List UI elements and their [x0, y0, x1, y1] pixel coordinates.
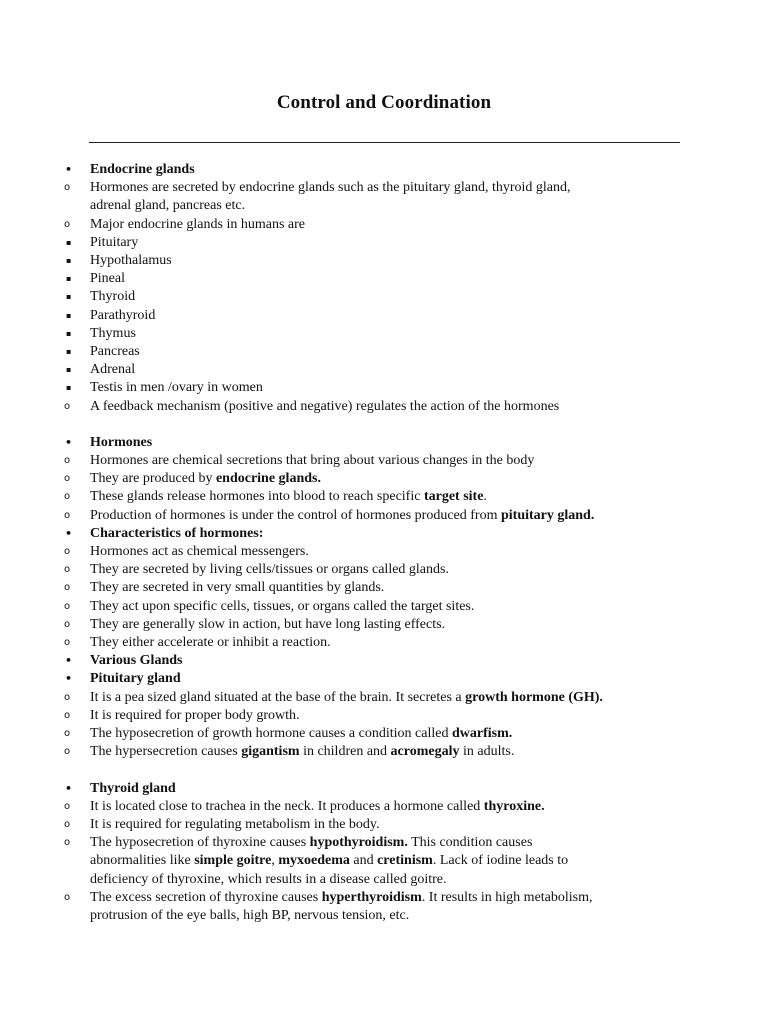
bullet-square-icon: ▪: [66, 256, 72, 266]
bullet-circle-icon: o: [64, 473, 71, 485]
list-item: o It is located close to trachea in the neck. It produces a hormone called thyroxine.: [62, 798, 702, 816]
list-item: o It is required for regulating metabolism in the body.: [62, 816, 702, 834]
gland-list-item: ▪ Thyroid: [62, 288, 702, 306]
bullet-disc-icon: •: [65, 781, 73, 795]
list-item: o They are secreted by living cells/tissues or organs called glands.: [62, 561, 702, 579]
bullet-circle-icon: o: [64, 728, 71, 740]
gland-list-item: ▪ Adrenal: [62, 361, 702, 379]
list-item: o The hyposecretion of growth hormone causes a condition called dwarfism.: [62, 725, 702, 743]
gland-list-item: ▪ Pancreas: [62, 343, 702, 361]
list-item: o Hormones are chemical secretions that bring about various changes in the body: [62, 452, 702, 470]
bullet-circle-icon: o: [64, 564, 71, 576]
bullet-disc-icon: •: [65, 526, 73, 540]
gland-list-item: ▪ Testis in men /ovary in women: [62, 379, 702, 397]
section-heading-thyroid-gland: • Thyroid gland: [62, 780, 702, 798]
list-item: o The hyposecretion of thyroxine causes hypothyroidism. This condition causes: [62, 834, 702, 852]
section-heading-endocrine-glands: • Endocrine glands: [62, 161, 702, 179]
bullet-circle-icon: o: [64, 400, 71, 412]
section-gap: [62, 416, 702, 434]
list-item-continuation: protrusion of the eye balls, high BP, nervous tension, etc.: [90, 907, 410, 923]
bullet-disc-icon: •: [65, 672, 73, 686]
bullet-circle-icon: o: [64, 455, 71, 467]
section-heading-various-glands: • Various Glands: [62, 652, 702, 670]
list-item: o A feedback mechanism (positive and negative) regulates the action of the hormones: [62, 398, 702, 416]
section-heading-pituitary-gland: • Pituitary gland: [62, 670, 702, 688]
list-item: o Hormones act as chemical messengers.: [62, 543, 702, 561]
bullet-disc-icon: •: [65, 163, 73, 176]
bullet-square-icon: ▪: [66, 274, 72, 284]
document-body: [62, 161, 702, 925]
list-item: o Production of hormones is under the control of hormones produced from pituitary gland.: [62, 507, 702, 525]
section-heading-characteristics: • Characteristics of hormones:: [62, 525, 702, 543]
bullet-circle-icon: o: [64, 546, 71, 558]
list-item: o Major endocrine glands in humans are: [62, 216, 702, 234]
list-item: o They are secreted in very small quantities by glands.: [62, 579, 702, 597]
bullet-square-icon: ▪: [66, 310, 72, 320]
gland-list-item: ▪ Parathyroid: [62, 307, 702, 325]
bullet-circle-icon: o: [64, 182, 71, 194]
list-item: o They either accelerate or inhibit a reaction.: [62, 634, 702, 652]
bullet-square-icon: ▪: [66, 383, 72, 393]
list-item: o They are produced by endocrine glands.: [62, 470, 702, 488]
section-gap: [62, 762, 702, 780]
bullet-circle-icon: o: [64, 891, 71, 903]
bullet-circle-icon: o: [64, 618, 71, 630]
section-heading-hormones: • Hormones: [62, 434, 702, 452]
bullet-circle-icon: o: [64, 637, 71, 649]
bullet-square-icon: ▪: [66, 347, 72, 357]
bullet-square-icon: ▪: [66, 292, 72, 302]
gland-list-item: ▪ Pineal: [62, 270, 702, 288]
list-item-continuation: abnormalities like simple goitre, myxoedema and cretinism. Lack of iodine leads to: [90, 853, 569, 869]
gland-list-item: ▪ Thymus: [62, 325, 702, 343]
bullet-circle-icon: o: [64, 491, 71, 503]
list-item-continuation: adrenal gland, pancreas etc.: [90, 198, 246, 214]
list-item: o The excess secretion of thyroxine causes hyperthyroidism. It results in high metabolism,: [62, 889, 702, 907]
list-item: o Hormones are secreted by endocrine glands such as the pituitary gland, thyroid gland,: [62, 179, 702, 197]
bullet-circle-icon: o: [64, 818, 71, 830]
bullet-circle-icon: o: [64, 709, 71, 721]
bullet-disc-icon: •: [65, 435, 73, 449]
bullet-square-icon: ▪: [66, 237, 72, 247]
bullet-circle-icon: o: [64, 582, 71, 594]
bullet-circle-icon: o: [64, 218, 71, 230]
list-item-continuation: deficiency of thyroxine, which results in a disease called goitre.: [90, 871, 447, 887]
list-item: o The hypersecretion causes gigantism in children and acromegaly in adults.: [62, 743, 702, 761]
page-title: Control and Coordination: [276, 92, 492, 113]
bullet-circle-icon: o: [64, 600, 71, 612]
bullet-square-icon: ▪: [66, 365, 72, 375]
list-item: o It is a pea sized gland situated at the base of the brain. It secretes a growth hormone (GH).: [62, 689, 702, 707]
bullet-square-icon: ▪: [66, 328, 72, 338]
bullet-circle-icon: o: [64, 746, 71, 758]
list-item: o It is required for proper body growth.: [62, 707, 702, 725]
bullet-circle-icon: o: [64, 691, 71, 703]
gland-list-item: ▪ Pituitary: [62, 234, 702, 252]
title-divider: [89, 142, 680, 143]
list-item: o They act upon specific cells, tissues, or organs called the target sites.: [62, 598, 702, 616]
bullet-circle-icon: o: [64, 837, 71, 849]
list-item: o These glands release hormones into blood to reach specific target site.: [62, 488, 702, 506]
gland-list-item: ▪ Hypothalamus: [62, 252, 702, 270]
bullet-circle-icon: o: [64, 509, 71, 521]
bullet-circle-icon: o: [64, 800, 71, 812]
bullet-disc-icon: •: [65, 654, 73, 668]
list-item: o They are generally slow in action, but have long lasting effects.: [62, 616, 702, 634]
